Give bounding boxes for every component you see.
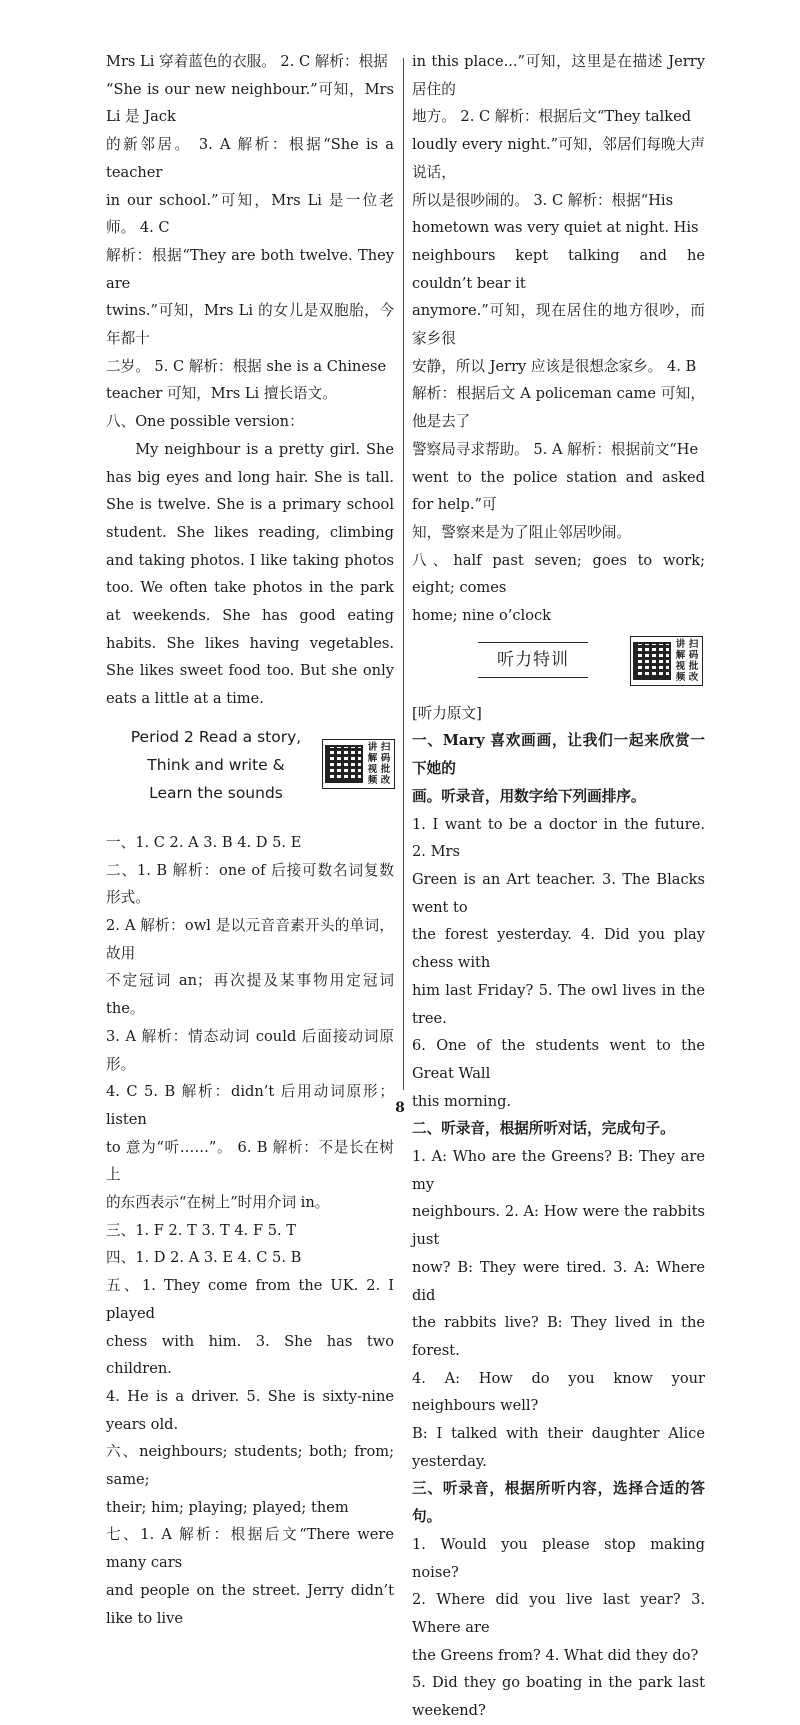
- answer-line: 不定冠词 an；再次提及某事物用定冠词 the。: [106, 972, 394, 1018]
- transcript-line: B: I talked with their daughter Alice yesterday.: [412, 1425, 705, 1470]
- text-line: Mrs Li 穿着蓝色的衣服。 2. C 解析：根据: [106, 53, 388, 70]
- left-column: [106, 48, 394, 1632]
- transcript-line: the rabbits live? B: They lived in the forest.: [412, 1314, 705, 1359]
- answer-line: 六、neighbours; students; both; from; same;: [106, 1443, 394, 1489]
- answer-line: 三、1. F 2. T 3. T 4. F 5. T: [106, 1221, 297, 1239]
- answer-line: 四、1. D 2. A 3. E 4. C 5. B: [106, 1249, 302, 1267]
- text-line: went to the police station and asked for help.”可: [412, 468, 705, 514]
- section-heading: 八、One possible version：: [106, 413, 304, 431]
- text-line: 地方。 2. C 解析：根据后文“They talked: [412, 108, 692, 126]
- text-line: loudly every night.”可知，邻居们每晚大声说话，: [412, 136, 705, 181]
- period-title-line: Learn the sounds: [149, 783, 283, 802]
- qr-label: 讲 扫 解 码 视 批 频 改: [675, 638, 699, 683]
- qr-code-icon: [325, 745, 363, 783]
- transcript-line: 4. A: How do you know your neighbours well?: [412, 1369, 705, 1415]
- text-line: 所以是很吵闹的。 3. C 解析：根据“His: [412, 191, 674, 209]
- text-line: 解析：根据后文 A policeman came 可知，他是去了: [412, 385, 705, 431]
- answer-line: 一、1. C 2. A 3. B 4. D 5. E: [106, 833, 302, 851]
- period-2-header: [106, 719, 394, 829]
- listening-title: 听力特训: [478, 642, 588, 678]
- answer-line: chess with him. 3. She has two children.: [106, 1332, 394, 1378]
- text-line: anymore.”可知，现在居住的地方很吵，而家乡很: [412, 302, 705, 348]
- transcript-line: him last Friday? 5. The owl lives in the tree.: [412, 981, 705, 1027]
- text-line: hometown was very quiet at night. His: [412, 219, 699, 237]
- text-line: 八、half past seven; goes to work; eight; comes: [412, 551, 705, 597]
- text-line: neighbours kept talking and he couldn’t bear it: [412, 246, 705, 292]
- text-line: teacher 可知，Mrs Li 擅长语文。: [106, 385, 337, 403]
- answer-line: their; him; playing; played; them: [106, 1498, 349, 1516]
- answer-line: 4. He is a driver. 5. She is sixty-nine years old.: [106, 1387, 394, 1433]
- period-title-line: Think and write &: [147, 755, 285, 774]
- sample-essay: My neighbour is a pretty girl. She has big eyes and long hair. She is tall. She is twelve. She is a primary school student. She likes reading, climbing and taking photos. I like taking photos too. We often take photos in the park at weekends. She has good eating habits. She likes having vegetables. She likes sweet food too. But she only eats a little at a time.: [106, 440, 394, 708]
- transcript-line: 1. Would you please stop making noise?: [412, 1535, 705, 1581]
- qr-code-icon: [633, 642, 671, 680]
- transcript-line: 6. One of the students went to the Great Wall: [412, 1037, 705, 1082]
- answer-line: 的东西表示“在树上”时用介词 in。: [106, 1194, 330, 1212]
- transcript-line: neighbours. 2. A: How were the rabbits just: [412, 1203, 705, 1249]
- qr-code-badge: [630, 636, 703, 686]
- transcript-line: the forest yesterday. 4. Did you play chess with: [412, 926, 705, 972]
- text-line: in this place...”可知，这里是在描述 Jerry 居住的: [412, 53, 705, 98]
- text-line: 解析：根据“They are both twelve. They are: [106, 246, 394, 292]
- text-line: 警察局寻求帮助。 5. A 解析：根据前文“He: [412, 440, 699, 458]
- text-line: home; nine o’clock: [412, 607, 552, 625]
- column-divider: [403, 58, 404, 1090]
- text-line: twins.”可知，Mrs Li 的女儿是双胞胎，今年都十: [106, 302, 394, 348]
- text-line: 知，警察来是为了阻止邻居吵闹。: [412, 523, 631, 541]
- period-title: [116, 723, 316, 807]
- qr-code-badge: [322, 739, 395, 789]
- answer-line: 五、1. They come from the UK. 2. I played: [106, 1277, 394, 1322]
- answer-line: 4. C 5. B 解析：didn’t 后用动词原形；listen: [106, 1083, 394, 1128]
- transcript-line: now? B: They were tired. 3. A: Where did: [412, 1258, 705, 1304]
- transcript-heading: 画。听录音，用数字给下列画排序。: [412, 787, 646, 805]
- transcript-line: this morning.: [412, 1092, 512, 1110]
- text-line: 的新邻居。 3. A 解析：根据“She is a teacher: [106, 136, 394, 181]
- transcript-line: 1. I want to be a doctor in the future. 2. Mrs: [412, 815, 705, 861]
- right-column: [412, 48, 705, 1725]
- answer-line: 3. A 解析：情态动词 could 后面接动词原形。: [106, 1027, 394, 1073]
- transcript-heading: 三、听录音，根据所听内容，选择合适的答句。: [412, 1480, 705, 1526]
- answer-line: 2. A 解析：owl 是以元音音素开头的单词，故用: [106, 916, 394, 962]
- period-title-line: Period 2 Read a story,: [130, 727, 302, 746]
- transcript-line: Green is an Art teacher. 3. The Blacks went to: [412, 870, 705, 916]
- text-line: in our school.”可知，Mrs Li 是一位老师。 4. C: [106, 191, 394, 237]
- transcript-heading: 二、听录音，根据所听对话，完成句子。: [412, 1120, 675, 1138]
- answer-line: 七、1. A 解析：根据后文“There were many cars: [106, 1526, 394, 1572]
- listening-section-header: [412, 630, 705, 700]
- answer-line: to 意为“听……”。 6. B 解析：不是长在树上: [106, 1138, 394, 1184]
- transcript-line: 2. Where did you live last year? 3. Where are: [412, 1591, 705, 1636]
- transcript-label: [听力原文]: [412, 704, 482, 722]
- text-line: 安静，所以 Jerry 应该是很想念家乡。 4. B: [412, 357, 697, 375]
- transcript-heading: 一、Mary 喜欢画画，让我们一起来欣赏一下她的: [412, 732, 705, 778]
- page-number: 8: [395, 1100, 405, 1116]
- answer-line: and people on the street. Jerry didn’t like to live: [106, 1581, 394, 1627]
- transcript-line: 1. A: Who are the Greens? B: They are my: [412, 1148, 705, 1193]
- text-line: “She is our new neighbour.”可知，Mrs Li 是 Jack: [106, 80, 394, 126]
- transcript-line: the Greens from? 4. What did they do?: [412, 1646, 699, 1664]
- qr-label: 讲 扫 解 码 视 批 频 改: [367, 741, 391, 786]
- answer-line: 二、1. B 解析：one of 后接可数名词复数形式。: [106, 861, 394, 907]
- text-line: 二岁。 5. C 解析：根据 she is a Chinese: [106, 357, 387, 375]
- transcript-line: 5. Did they go boating in the park last weekend?: [412, 1674, 705, 1720]
